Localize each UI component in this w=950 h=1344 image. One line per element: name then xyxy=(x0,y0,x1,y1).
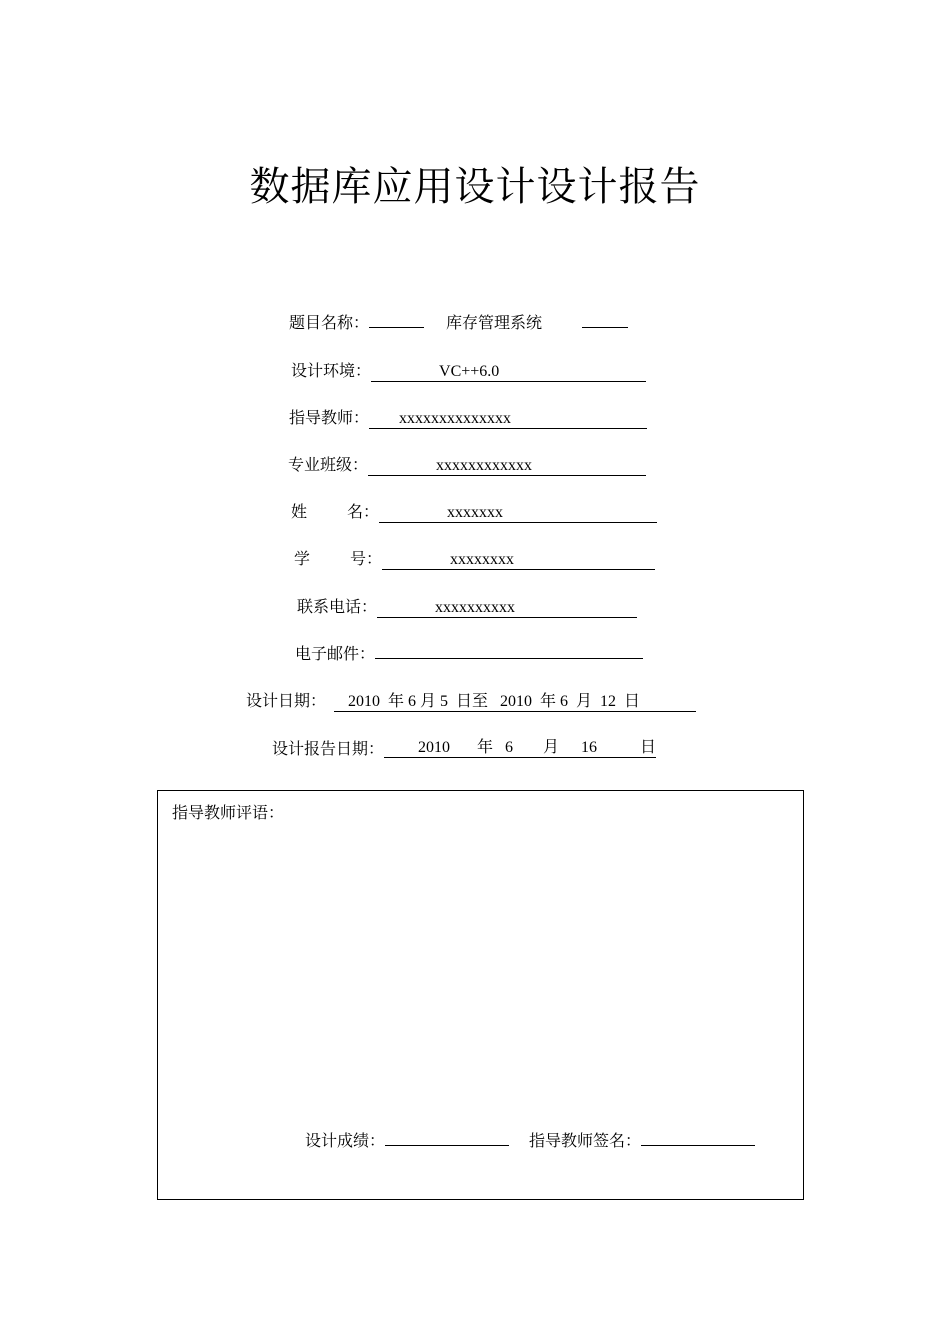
name-label-a: 姓 xyxy=(291,502,308,521)
email-label: 电子邮件： xyxy=(295,644,376,663)
signature-blank xyxy=(641,1145,755,1146)
report-date-d-label: 日 xyxy=(640,739,657,756)
name-label-b: 名： xyxy=(347,502,380,521)
env-value: VC++6.0 xyxy=(439,363,500,380)
design-date-value: 2010 年 6 月 5 日至 2010 年 6 月 12 日 xyxy=(348,693,641,710)
design-date-label: 设计日期： xyxy=(246,691,327,710)
topic-label: 题目名称： xyxy=(289,313,370,332)
grade-label: 设计成绩： xyxy=(305,1131,386,1150)
phone-value: xxxxxxxxxx xyxy=(435,599,516,616)
report-date-label: 设计报告日期： xyxy=(272,739,385,758)
name-field xyxy=(291,502,657,523)
student-id-field xyxy=(294,549,655,570)
student-id-value: xxxxxxxx xyxy=(450,551,515,568)
major-class-label: 专业班级： xyxy=(288,455,369,474)
document-title: 数据库应用设计设计报告 xyxy=(249,164,701,210)
grade-blank xyxy=(385,1145,509,1146)
phone-label: 联系电话： xyxy=(297,597,378,616)
env-label: 设计环境： xyxy=(291,361,372,380)
design-date-field xyxy=(246,691,696,712)
env-field xyxy=(291,361,646,382)
major-class-field xyxy=(288,455,646,476)
email-field xyxy=(295,644,643,664)
advisor-value: xxxxxxxxxxxxxx xyxy=(399,410,512,427)
phone-field xyxy=(297,597,637,618)
topic-value: 库存管理系统 xyxy=(446,313,543,332)
report-date-field xyxy=(272,739,656,759)
signature-label: 指导教师签名： xyxy=(529,1131,642,1150)
student-id-label-a: 学 xyxy=(294,549,311,568)
report-date-y-label: 年 xyxy=(477,739,494,756)
advisor-comment-label: 指导教师评语： xyxy=(172,803,285,822)
grade-signature-row xyxy=(305,1128,755,1151)
report-date-day: 16 xyxy=(581,739,598,756)
topic-field xyxy=(289,313,628,333)
name-value: xxxxxxx xyxy=(447,504,504,521)
report-date-year: 2010 xyxy=(418,739,451,756)
report-date-month: 6 xyxy=(505,739,514,756)
advisor-label: 指导教师： xyxy=(289,408,370,427)
advisor-comment-box xyxy=(157,790,804,1200)
major-class-value: xxxxxxxxxxxx xyxy=(436,457,533,474)
report-date-m-label: 月 xyxy=(543,739,560,756)
advisor-field xyxy=(289,408,647,429)
student-id-label-b: 号： xyxy=(350,549,383,568)
